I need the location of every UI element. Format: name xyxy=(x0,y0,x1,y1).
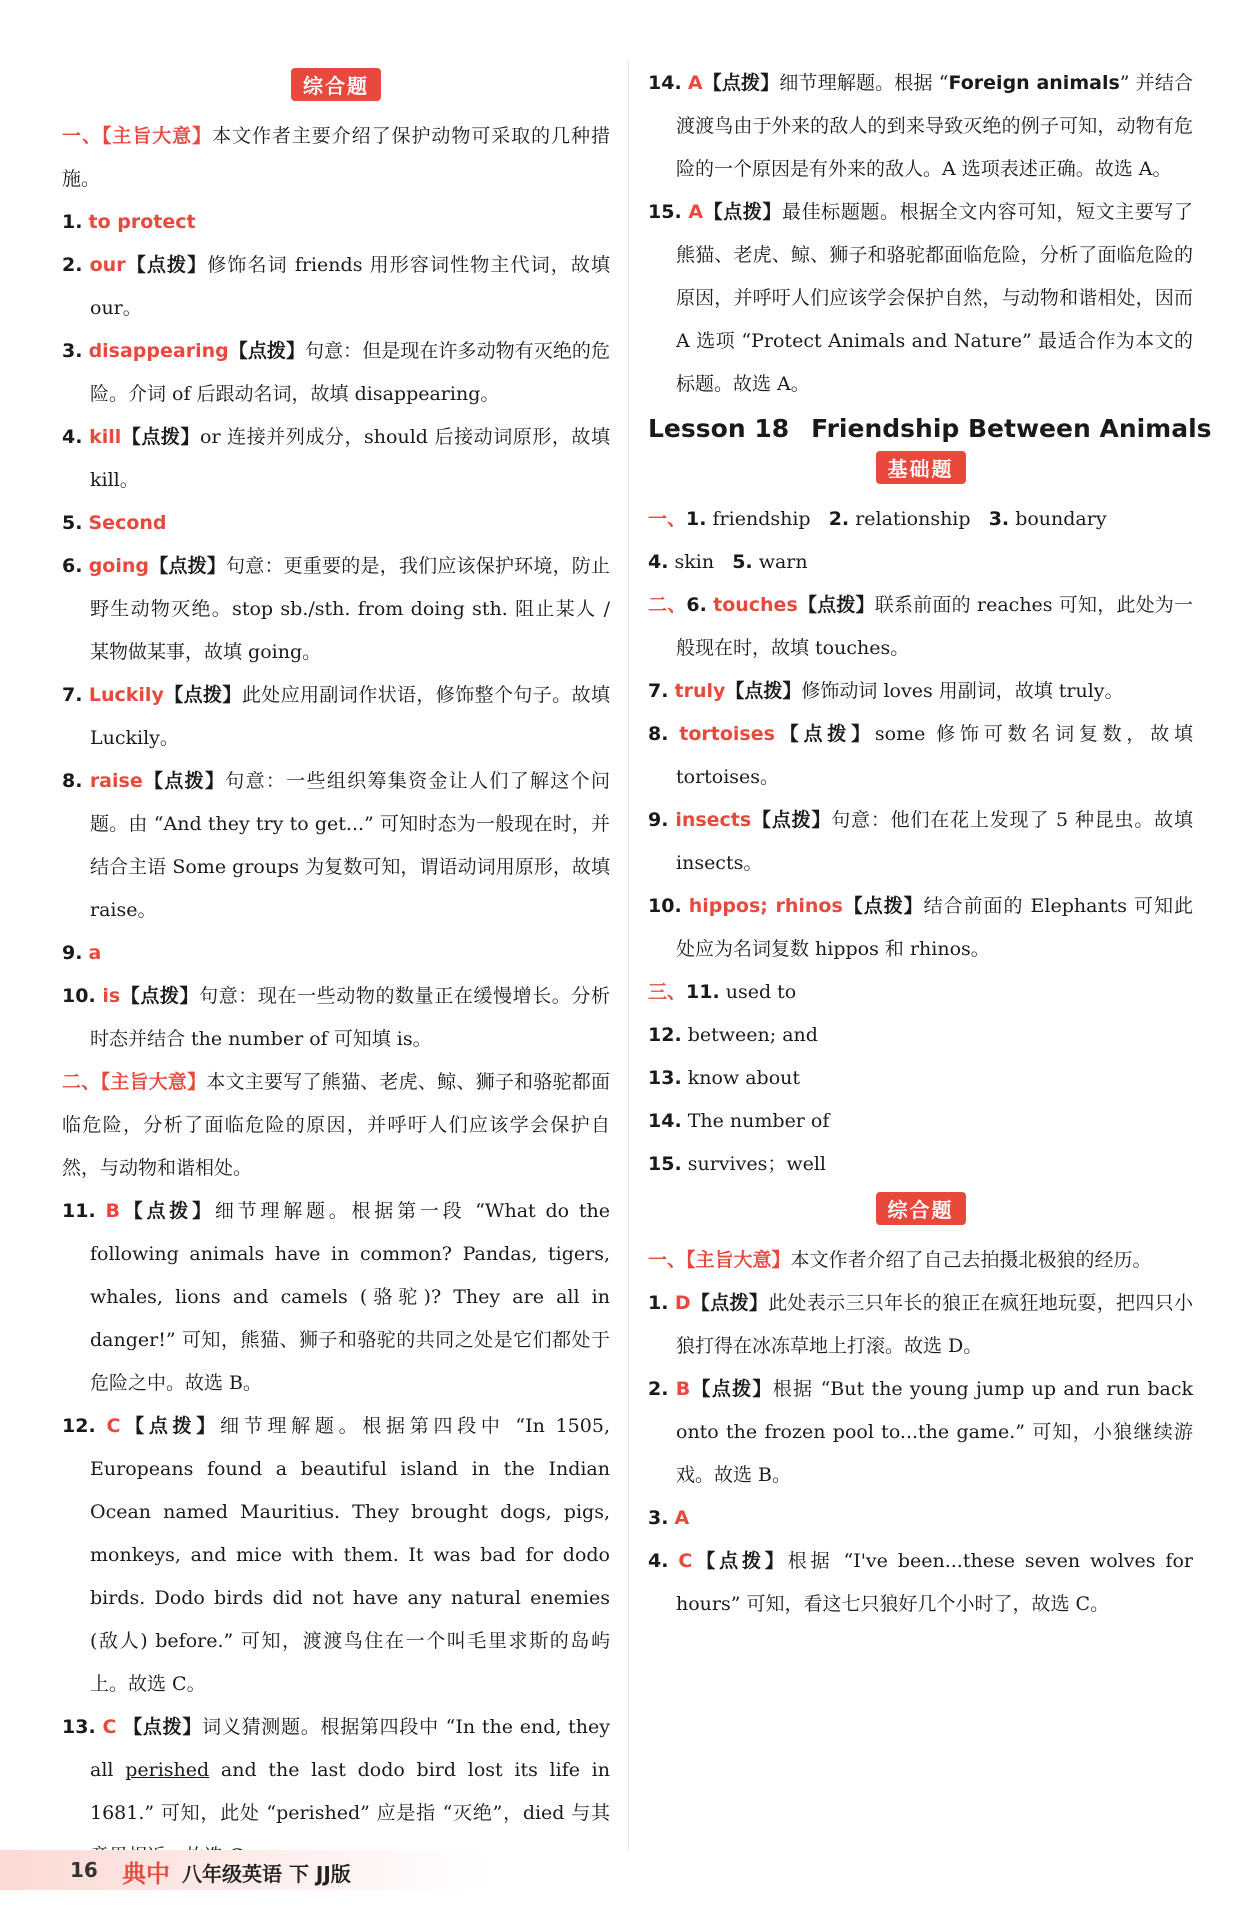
answer-text: disappearing xyxy=(88,340,229,362)
item-number: 6. xyxy=(686,594,707,616)
item-number: 13. xyxy=(648,1067,682,1089)
answer-text: A xyxy=(687,72,703,94)
answer-text: C xyxy=(678,1550,693,1572)
answer-item xyxy=(648,1143,1193,1186)
answer-item xyxy=(62,330,610,416)
hint-label: 【点拨】 xyxy=(125,254,208,276)
explanation-text: 根据 “I've been...these seven wolves for hours” 可知，看这七只狼好几个小时了，故选 C。 xyxy=(676,1550,1193,1615)
item-number: 6. xyxy=(62,555,83,577)
answer-item xyxy=(62,244,610,330)
answer-text: B xyxy=(105,1200,120,1222)
hint-label: 【点拨】 xyxy=(702,72,780,94)
lesson-title: Lesson 18 Friendship Between Animals xyxy=(648,414,1212,443)
answer-item xyxy=(648,971,1193,1014)
item-number: 11. xyxy=(686,981,720,1003)
explanation-text: 联系前面的 reaches 可知，此处为一般现在时，故填 touches。 xyxy=(676,594,1193,659)
answer-item xyxy=(62,416,610,502)
item-number: 2. xyxy=(828,508,850,530)
answer-text: touches xyxy=(713,594,798,616)
answer-text: our xyxy=(89,254,126,276)
answer-text: Second xyxy=(88,512,167,534)
answer-item xyxy=(648,1540,1193,1626)
item-number: 4. xyxy=(648,1550,669,1572)
answer-text: used to xyxy=(725,981,797,1003)
hint-label: 【点拨】 xyxy=(690,1292,769,1314)
answer-text: kill xyxy=(89,426,122,448)
answer-text: Luckily xyxy=(88,684,164,706)
answer-text: warn xyxy=(758,551,808,573)
book-title: 八年级英语 下 JJ版 xyxy=(182,1862,351,1886)
answer-item xyxy=(648,885,1193,971)
item-number: 10. xyxy=(62,985,96,1007)
explanation-text: 细节理解题。根据第一段 “What do the following animals have in common? Pandas, tigers, whales, lions and camels (骆驼)? They are all in danger!” 可知，熊猫、狮子和骆驼的共同之处是它们都处于危险之中。故选 B。 xyxy=(90,1200,611,1394)
item-number: 11. xyxy=(62,1200,96,1222)
explanation-text: 结合前面的 Elephants 可知此处应为名词复数 hippos 和 rhinos。 xyxy=(676,895,1193,960)
hint-label: 【点拨】 xyxy=(692,1550,788,1572)
right-column xyxy=(648,62,1212,1626)
hint-label: 【点拨】 xyxy=(751,809,832,831)
hint-label: 【点拨】 xyxy=(703,201,783,223)
answer-item xyxy=(62,975,610,1061)
explanation-text: 修饰动词 loves 用副词，故填 truly。 xyxy=(801,680,1124,702)
hint-label: 【点拨】 xyxy=(120,1415,220,1437)
explanation-text: 修饰名词 friends 用形容词性物主代词，故填 our。 xyxy=(90,254,610,319)
answer-text: between; and xyxy=(687,1024,818,1046)
answer-item xyxy=(648,584,1193,670)
item-number: 15. xyxy=(648,201,682,223)
answer-text: hippos; rhinos xyxy=(688,895,843,917)
section-tag-comprehensive: 综合题 xyxy=(291,68,381,101)
explanation-text: ” 并结合渡渡鸟由于外来的敌人的到来导致灭绝的例子可知，动物有危险的一个原因是有外来的敌人。A 选项表述正确。故选 A。 xyxy=(676,72,1193,180)
item-number: 4. xyxy=(62,426,83,448)
answer-text: boundary xyxy=(1015,508,1107,530)
item-number: 4. xyxy=(648,551,669,573)
column-divider xyxy=(628,60,629,1860)
answer-text: C xyxy=(106,1415,121,1437)
item-number: 12. xyxy=(62,1415,96,1437)
item-number: 3. xyxy=(648,1507,669,1529)
hint-label: 【点拨】 xyxy=(120,985,200,1007)
explanation-text: 句意：他们在花上发现了 5 种昆虫。故填 insects。 xyxy=(676,809,1193,874)
answer-text: to protect xyxy=(88,211,196,233)
answer-text: friendship xyxy=(712,508,811,530)
hint-label: 【点拨】 xyxy=(119,1200,215,1222)
section-prefix: 三、 xyxy=(648,981,687,1003)
item-number: 1. xyxy=(686,508,707,530)
item-number: 9. xyxy=(648,809,669,831)
left-column xyxy=(62,62,610,1878)
explanation-text: 根据 “But the young jump up and run back onto the frozen pool to...the game.” 可知，小狼继续游戏。故选 B。 xyxy=(676,1378,1193,1486)
answer-item xyxy=(648,670,1193,713)
item-number: 12. xyxy=(648,1024,682,1046)
hint-label: 【点拨】 xyxy=(142,770,226,792)
answer-item xyxy=(648,713,1193,799)
answer-item xyxy=(648,191,1193,406)
answer-item xyxy=(648,799,1193,885)
answer-item xyxy=(648,1100,1193,1143)
hint-label: 【点拨】 xyxy=(149,555,227,577)
explanation-text: 句意：更重要的是，我们应该保护环境，防止野生动物灭绝。stop sb./sth. from doing sth. 阻止某人 / 某物做某事，故填 going。 xyxy=(90,555,610,663)
item-number: 10. xyxy=(648,895,682,917)
item-number: 2. xyxy=(62,254,83,276)
item-number: 5. xyxy=(62,512,83,534)
answer-text: A xyxy=(674,1507,690,1529)
basic-row-1: 一、1. friendship 2. relationship 3. boundary xyxy=(648,508,1107,530)
publisher-logo: 典中 xyxy=(122,1860,170,1888)
hint-label: 【点拨】 xyxy=(690,1378,773,1400)
answer-text: relationship xyxy=(855,508,971,530)
explanation-text: 此处应用副词作状语，修饰整个句子。故填 Luckily。 xyxy=(90,684,610,749)
answer-text: insects xyxy=(675,809,752,831)
explanation-text: 细节理解题。根据第四段中 “In 1505, Europeans found a beautiful island in the Indian Ocean named Mauritius. They brought dogs, pigs, monkeys, and mice with them. It was bad for dodo birds. Dodo birds did not have any natural enemies (敌人) before.” 可知，渡渡鸟住在一个叫毛里求斯的岛屿上。故选 C。 xyxy=(90,1415,610,1695)
answer-item xyxy=(62,932,610,975)
hint-label: 【点拨】 xyxy=(774,723,875,745)
hint-label: 【点拨】 xyxy=(842,895,924,917)
answer-item xyxy=(62,545,610,674)
answer-text: a xyxy=(88,942,102,964)
explanation-text: 句意：一些组织筹集资金让人们了解这个问题。由 “And they try to get...” 可知时态为一般现在时，并结合主语 Some groups 为复数可知，谓语动词用原形，故填 raise。 xyxy=(90,770,610,921)
answer-text: skin xyxy=(674,551,715,573)
answer-item: 13. C 【点拨】词义猜测题。根据第四段中 “In the end, they all perished and the last dodo bird lost its life in 1681.” 可知，此处 “perished” 应是指 “灭绝”，died 与其 xyxy=(62,1716,611,1824)
answer-item xyxy=(648,1282,1193,1368)
answer-text: survives；well xyxy=(687,1153,826,1175)
item-number: 14. xyxy=(648,1110,682,1132)
answer-item xyxy=(62,674,610,760)
answer-text: tortoises xyxy=(679,723,775,745)
hint-label: 【点拨】 xyxy=(163,684,242,706)
answer-text: B xyxy=(675,1378,691,1400)
answer-text: D xyxy=(674,1292,691,1314)
item-number: 1. xyxy=(648,1292,669,1314)
quoted-text: Foreign animals xyxy=(948,72,1120,94)
answer-item xyxy=(62,1405,610,1706)
answer-item xyxy=(648,1014,1193,1057)
answer-text: truly xyxy=(674,680,726,702)
answer-text: going xyxy=(88,555,149,577)
explanation-text: or 连接并列成分，should 后接动词原形，故填 kill。 xyxy=(90,426,610,491)
answer-text: A xyxy=(688,201,704,223)
item-number: 5. xyxy=(732,551,753,573)
explanation-text: 最佳标题题。根据全文内容可知，短文主要写了熊猫、老虎、鲸、狮子和骆驼都面临危险，分析了面临危险的原因，并呼吁人们应该学会保护自然，与动物和谐相处，因而 A 选项 “Protect Animals and Nature” 最适合作为本文的标题。故选 A。 xyxy=(676,201,1193,395)
answer-item xyxy=(62,201,610,244)
item-number: 15. xyxy=(648,1153,682,1175)
answer-text: raise xyxy=(89,770,143,792)
hint-label: 【点拨】 xyxy=(121,426,201,448)
item-number: 3. xyxy=(62,340,83,362)
answer-item xyxy=(648,1057,1193,1100)
answer-item xyxy=(648,62,1193,191)
item-number: 7. xyxy=(62,684,83,706)
answer-text: The number of xyxy=(687,1110,830,1132)
hint-label: 【点拨】 xyxy=(725,680,802,702)
item-number: 9. xyxy=(62,942,83,964)
section-tag-basic: 基础题 xyxy=(876,451,966,484)
explanation-text: 句意：现在一些动物的数量正在缓慢增长。分析时态并结合 the number of 可知填 is。 xyxy=(90,985,610,1050)
basic-row-2 xyxy=(648,541,1193,584)
hint-label: 【点拨】 xyxy=(797,594,875,616)
summary-paragraph-2: 二、【主旨大意】本文主要写了熊猫、老虎、鲸、狮子和骆驼都面临危险，分析了面临危险的原因，并呼吁人们应该学会保护自然，与动物和谐相处。 xyxy=(62,1071,610,1179)
summary-paragraph-1: 一、【主旨大意】本文作者主要介绍了保护动物可采取的几种措施。 xyxy=(62,125,610,190)
answer-item xyxy=(648,1497,1193,1540)
explanation-text: 此处表示三只年长的狼正在疯狂地玩耍，把四只小狼打得在冰冻草地上打滚。故选 D。 xyxy=(676,1292,1193,1357)
answer-text: know about xyxy=(687,1067,801,1089)
page-footer xyxy=(0,1850,700,1890)
hint-label: 【点拨】 xyxy=(228,340,306,362)
item-number: 8. xyxy=(648,723,669,745)
answer-item xyxy=(648,1368,1193,1497)
item-number: 14. xyxy=(648,72,682,94)
answer-item xyxy=(62,760,610,932)
summary-paragraph-3: 一、【主旨大意】本文作者介绍了自己去拍摄北极狼的经历。 xyxy=(648,1249,1152,1271)
page-number: 16 xyxy=(70,1858,98,1882)
item-number: 1. xyxy=(62,211,83,233)
explanation-text: 细节理解题。根据 “ xyxy=(779,72,949,94)
explanation-text: 句意：但是现在许多动物有灭绝的危险。介词 of 后跟动名词，故填 disappearing。 xyxy=(90,340,610,405)
section-prefix: 二、 xyxy=(648,594,687,616)
answer-item xyxy=(62,1190,610,1405)
section-tag-comprehensive-2: 综合题 xyxy=(876,1192,966,1225)
answer-item xyxy=(62,502,610,545)
item-number: 7. xyxy=(648,680,669,702)
answer-text: is xyxy=(102,985,121,1007)
item-number: 3. xyxy=(988,508,1010,530)
explanation-text: some 修饰可数名词复数，故填 tortoises。 xyxy=(676,723,1193,788)
item-number: 8. xyxy=(62,770,83,792)
item-number: 2. xyxy=(648,1378,669,1400)
